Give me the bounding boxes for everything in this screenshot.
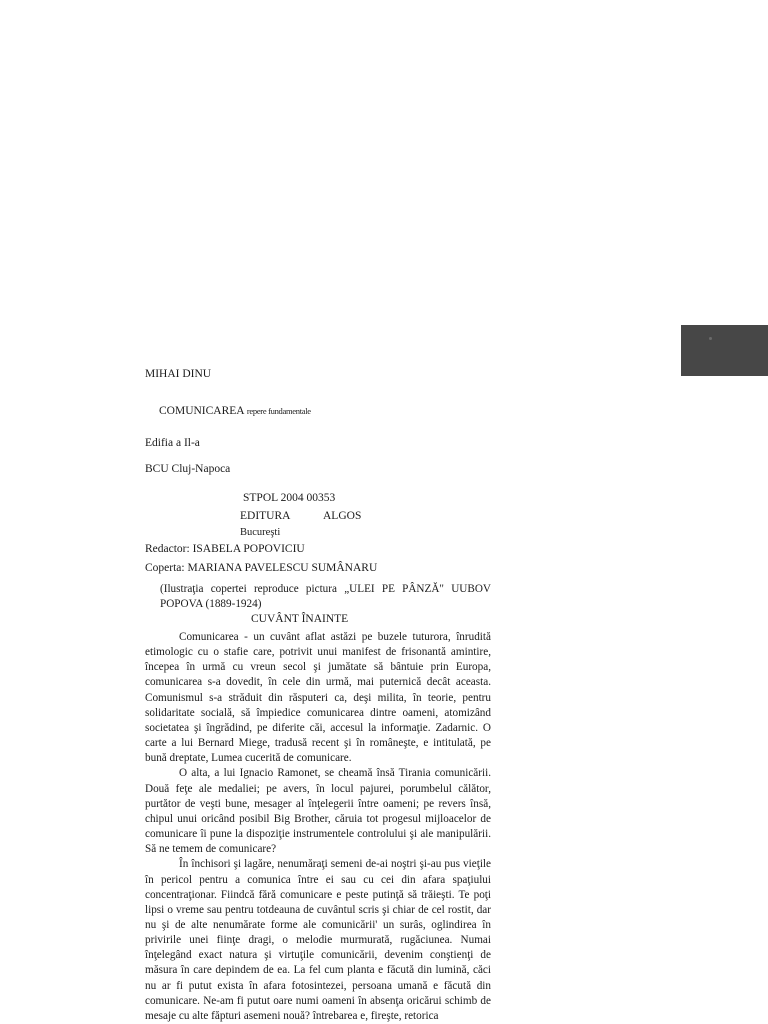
book-subtitle: repere fundamentale [246,406,311,416]
library-stamp: BCU Cluj-Napoca [145,463,231,475]
cover-note: (Ilustraţia copertei reproduce pictura „ULEI PE PÂNZĂ" UUBOV POPOVA (1889-1924) [160,583,491,611]
publisher-label: EDITURA [240,510,291,522]
author-name: MIHAI DINU [145,368,212,380]
section-title: CUVÂNT ÎNAINTE [251,613,349,625]
catalog-code: STPOL 2004 00353 [243,492,336,504]
publisher-city: Bucureşti [240,527,281,538]
cover-credit: Coperta: MARIANA PAVELESCU SUMÂNARU [145,562,378,574]
paragraph: În închisori şi lagăre, nenumăraţi semeni de-ai noştri şi-au pus vieţile în pericol pentru a comunica între ei sau cu cei din afara spaţiului concentraţionar. Fiindcă fără comunicare e peste putinţă să trăieşti. Te poţi lipsi o vreme sau pentru totdeauna de cuvântul scris şi chiar de cel rostit, dar nu şi de alte nenumărate forme ale comunicării' un surâs, oglindirea în privirile unei fiinţe dragi, o melodie murmurată, rugăciunea. Numai înţelegând exact natura şi virtuţile comunicării, devenim conştienţi de măsura în care depindem de ea. La fel cum planta e făcută din lumină, căci nu ar fi putut exista în afara fotosintezei, persoana umană e făcută din comunicare. Ne-am fi putut oare numi oameni în absenţa oricărui schimb de mesaje cu alte făpturi asemeni nouă? întrebarea e, fireşte, retorica [145,858,491,1022]
edition-line: Edifia a Il-a [145,437,200,449]
paragraph: Comunicarea - un cuvânt aflat astăzi pe buzele tuturora, înrudită etimologic cu o stafie care, potrivit unui manifest de frisonantă amintire, începea în urmă cu vreun secol şi jumătate să bântuie prin Europa, comunicarea s-a dovedit, în cele din urmă, mai puternică decât aceasta. Comunismul s-a străduit din răsputeri ca, deşi milita, în teorie, pentru solidaritate socială, să împiedice comunicarea dintre oameni, atomizând societatea şi îngrădind, pe diferite căi, accesul la informaţie. Zadarnic. O carte a lui Bernard Miege, tradusă recent şi în româneşte, e intitulată, pe bună dreptate, Lumea cucerită de comunicare. [145,631,491,765]
editor-credit: Redactor: ISABELA POPOVICIU [145,543,305,555]
paragraph: O alta, a lui Ignacio Ramonet, se cheamă însă Tirania comunicării. Două feţe ale medaliei; pe avers, în locul pajurei, porumbelul călător, purtător de veşti bune, mesager al înţelegerii între oameni; pe revers însă, chipul unui oricând posibil Big Brother, căruia tot progesul mijloacelor de comunicare îi pune la dispoziţie instrumentele controlului şi ale manipulării. Să ne temem de comunicare? [145,767,491,856]
book-title: COMUNICAREA [159,405,244,417]
publisher-name: ALGOS [323,510,362,522]
photo-speck [709,337,712,340]
body-text [145,630,491,1024]
book-title-line [159,405,311,417]
edge-photo [681,325,768,376]
